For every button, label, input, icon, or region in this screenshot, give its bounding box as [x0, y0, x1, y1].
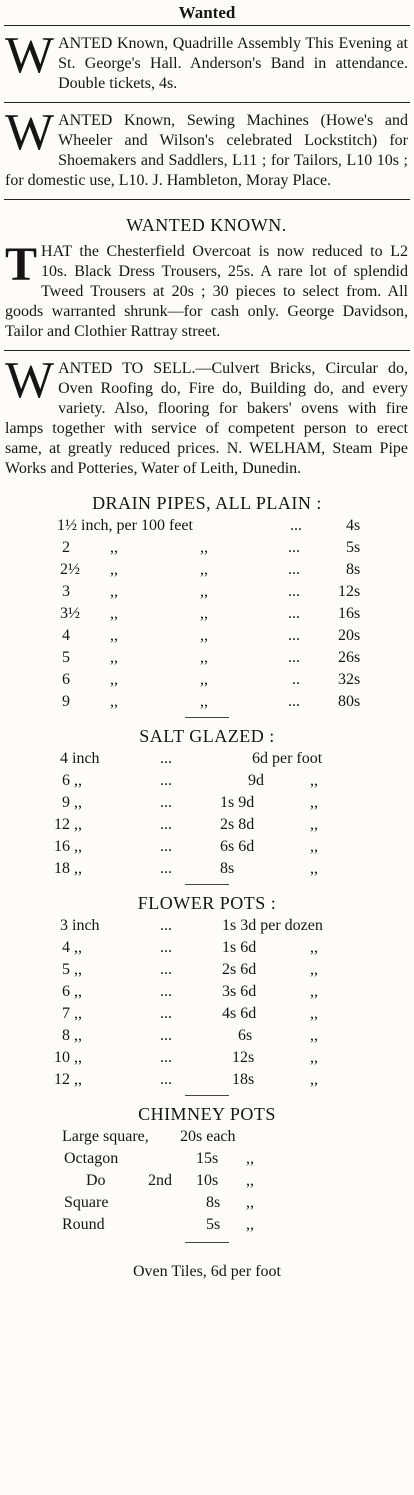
ditto-mark: ,, [246, 1194, 254, 1211]
item-size: Octagon [64, 1150, 119, 1167]
price-list-title: FLOWER POTS : [137, 893, 277, 913]
ditto-mark: ,, [310, 961, 318, 978]
ad-wanted-to-sell [0, 351, 414, 487]
price-row [0, 748, 414, 770]
ditto-mark: ,, [246, 1172, 254, 1189]
ditto-mark: ,, [246, 1150, 254, 1167]
salt-glazed-list [0, 748, 414, 880]
drop-cap: T [5, 238, 38, 291]
price-row [0, 792, 414, 814]
item-size: 6 ,, [62, 983, 82, 1000]
ditto-mark: ,, [110, 671, 118, 688]
drop-cap: W [5, 352, 55, 409]
item-price: 20s [338, 627, 361, 644]
item-price: 6s 6d [220, 838, 255, 855]
leader-dots: ... [160, 917, 172, 934]
ditto-mark: ,, [310, 772, 318, 789]
ditto-mark: ,, [310, 1027, 318, 1044]
price-row [0, 858, 414, 880]
item-size: Round [62, 1216, 105, 1233]
item-size: 3½ [60, 605, 80, 622]
ad-text: ANTED Known, Sewing Machines (Howe's and Wheeler and Wilson's celebrated Lockstitch) for Shoemakers and Saddlers, L11 ; for Tailors, L10 10s ; for domestic use, L10. J. Hambleton, Moray Place. [5, 112, 408, 189]
ditto-mark: ,, [310, 838, 318, 855]
item-price: 5s [346, 539, 361, 556]
item-size: 12 ,, [54, 1071, 82, 1088]
price-row [0, 603, 414, 625]
price-row [0, 515, 414, 537]
ditto-mark: ,, [200, 561, 208, 578]
item-size: 6 ,, [62, 772, 82, 789]
item-price: 4s 6d [222, 1005, 257, 1022]
item-size: 5 [62, 649, 70, 666]
ditto-mark: ,, [110, 627, 118, 644]
item-price: 32s [338, 671, 361, 688]
price-list-title: SALT GLAZED : [139, 726, 275, 746]
leader-dots: ... [160, 961, 172, 978]
leader-dots: ... [160, 1027, 172, 1044]
item-price: 6d per foot [252, 750, 323, 767]
leader-dots: ... [288, 561, 300, 578]
item-grade: 2nd [148, 1172, 172, 1189]
ditto-mark: ,, [200, 671, 208, 688]
leader-dots: ... [160, 772, 172, 789]
ditto-mark: ,, [310, 816, 318, 833]
item-price: 2s 6d [222, 961, 257, 978]
item-price: 1s 3d per dozen [222, 917, 323, 934]
leader-dots: ... [160, 983, 172, 1000]
leader-dots: ... [290, 517, 302, 534]
ditto-mark: ,, [310, 1005, 318, 1022]
ad-title: WANTED KNOWN. [126, 215, 287, 235]
ditto-mark: ,, [200, 583, 208, 600]
price-list-title: CHIMNEY POTS [138, 1104, 276, 1124]
item-price: 10s [196, 1172, 219, 1189]
item-price: 1s 9d [220, 794, 255, 811]
item-price: 15s [196, 1150, 219, 1167]
item-size: 12 ,, [54, 816, 82, 833]
item-size: 6 [62, 671, 70, 688]
leader-dots: ... [160, 838, 172, 855]
leader-dots: ... [288, 693, 300, 710]
ditto-mark: ,, [310, 860, 318, 877]
item-size: 7 ,, [62, 1005, 82, 1022]
leader-dots: ... [160, 1071, 172, 1088]
ad-chesterfield-overcoat [0, 200, 414, 350]
item-size: Square [64, 1194, 109, 1211]
item-size: 3 [62, 583, 70, 600]
leader-dots: .. [292, 671, 300, 688]
leader-dots: ... [160, 860, 172, 877]
price-row [0, 1214, 414, 1236]
leader-dots: ... [160, 794, 172, 811]
drop-cap: W [5, 27, 55, 84]
flower-pots-list [0, 915, 414, 1091]
ditto-mark: ,, [200, 649, 208, 666]
item-size: 2½ [60, 561, 80, 578]
item-price: 8s [346, 561, 361, 578]
section-heading: Wanted [178, 3, 236, 22]
leader-dots: ... [288, 649, 300, 666]
item-size: 9 [62, 693, 70, 710]
ditto-mark: ,, [200, 605, 208, 622]
ditto-mark: ,, [110, 583, 118, 600]
item-size: 4 inch [60, 750, 100, 767]
item-price: 1s 6d [222, 939, 257, 956]
item-size: 4 ,, [62, 939, 82, 956]
price-row [0, 1126, 414, 1148]
item-size: Do [86, 1172, 106, 1189]
price-row [0, 981, 414, 1003]
short-divider [185, 1095, 229, 1096]
price-row [0, 1170, 414, 1192]
item-price: 9d [248, 772, 264, 789]
ditto-mark: ,, [310, 939, 318, 956]
price-row [0, 691, 414, 713]
leader-dots: ... [160, 939, 172, 956]
leader-dots: ... [288, 539, 300, 556]
item-price: 2s 8d [220, 816, 255, 833]
drain-pipes-list [0, 515, 414, 713]
ditto-mark: ,, [110, 539, 118, 556]
short-divider [185, 1242, 229, 1243]
price-row [0, 1025, 414, 1047]
price-row [0, 959, 414, 981]
ditto-mark: ,, [310, 794, 318, 811]
item-price: 20s each [180, 1128, 236, 1145]
ditto-mark: ,, [200, 539, 208, 556]
item-size: 4 [62, 627, 70, 644]
price-row [0, 625, 414, 647]
item-size: 1½ inch, per 100 feet [57, 517, 193, 534]
price-row [0, 647, 414, 669]
item-size: 9 ,, [62, 794, 82, 811]
item-size: 3 inch [60, 917, 100, 934]
ad-quadrille-assembly [0, 26, 414, 102]
leader-dots: ... [160, 1049, 172, 1066]
ditto-mark: ,, [110, 649, 118, 666]
price-row [0, 937, 414, 959]
item-price: 16s [338, 605, 361, 622]
item-price: 80s [338, 693, 361, 710]
ditto-mark: ,, [310, 983, 318, 1000]
item-price: 18s [232, 1071, 255, 1088]
item-size: 18 ,, [54, 860, 82, 877]
item-price: 5s [206, 1216, 221, 1233]
item-price: 4s [346, 517, 361, 534]
short-divider [185, 717, 229, 718]
chimney-pots-list [0, 1126, 414, 1236]
price-row [0, 581, 414, 603]
ditto-mark: ,, [200, 693, 208, 710]
ditto-mark: ,, [310, 1071, 318, 1088]
price-row [0, 814, 414, 836]
price-row [0, 537, 414, 559]
leader-dots: ... [160, 750, 172, 767]
leader-dots: ... [160, 1005, 172, 1022]
ditto-mark: ,, [110, 693, 118, 710]
price-list-title: DRAIN PIPES, ALL PLAIN : [92, 493, 322, 513]
item-price: 8s [220, 860, 235, 877]
price-row [0, 1148, 414, 1170]
price-row [0, 1047, 414, 1069]
price-row [0, 915, 414, 937]
ditto-mark: ,, [110, 561, 118, 578]
ditto-mark: ,, [246, 1216, 254, 1233]
item-size: 5 ,, [62, 961, 82, 978]
leader-dots: ... [288, 605, 300, 622]
ad-text: HAT the Chesterfield Overcoat is now reduced to L2 10s. Black Dress Trousers, 25s. A rare lot of splendid Tweed Trousers at 20s ; 30 pieces to select from. All goods warranted shrunk—for cash only. George Davidson, Tailor and Clothier Rattray street. [5, 243, 408, 340]
item-size: 2 [62, 539, 70, 556]
price-row [0, 1069, 414, 1091]
item-size: Large square, [62, 1128, 149, 1145]
item-price: 3s 6d [222, 983, 257, 1000]
item-size: 10 ,, [54, 1049, 82, 1066]
item-price: 6s [238, 1027, 253, 1044]
item-price: 26s [338, 649, 361, 666]
drop-cap: W [5, 104, 55, 161]
item-price: 12s [338, 583, 361, 600]
leader-dots: ... [288, 627, 300, 644]
item-size: 16 ,, [54, 838, 82, 855]
leader-dots: ... [288, 583, 300, 600]
ditto-mark: ,, [310, 1049, 318, 1066]
ad-sewing-machines [0, 103, 414, 199]
short-divider [185, 884, 229, 885]
ad-text: ANTED Known, Quadrille Assembly This Evening at St. George's Hall. Anderson's Band in attendance. Double tickets, 4s. [58, 35, 408, 92]
price-row [0, 836, 414, 858]
price-row [0, 1192, 414, 1214]
price-row [0, 1003, 414, 1025]
ad-text: ANTED TO SELL.—Culvert Bricks, Circular do, Oven Roofing do, Fire do, Building do, and every variety. Also, flooring for bakers' ovens with fire lamps together with service of competent person to erect same, at greatly reduced prices. N. WELHAM, Steam Pipe Works and Potteries, Water of Leith, Dunedin. [5, 360, 408, 477]
item-price: 12s [232, 1049, 255, 1066]
price-row [0, 669, 414, 691]
ditto-mark: ,, [110, 605, 118, 622]
price-row [0, 770, 414, 792]
item-price: 8s [206, 1194, 221, 1211]
ditto-mark: ,, [200, 627, 208, 644]
footer-note: Oven Tiles, 6d per foot [133, 1263, 281, 1280]
price-row [0, 559, 414, 581]
item-size: 8 ,, [62, 1027, 82, 1044]
leader-dots: ... [160, 816, 172, 833]
